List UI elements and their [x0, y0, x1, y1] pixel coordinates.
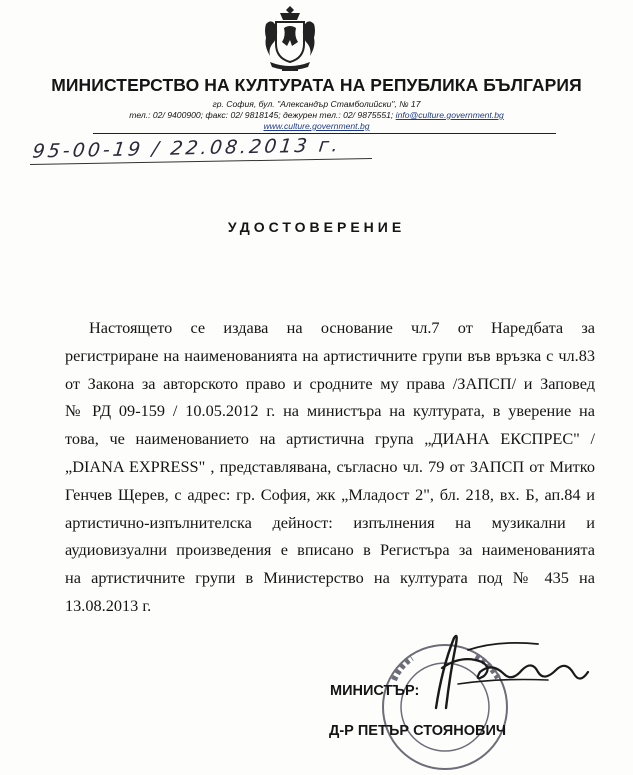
email-link[interactable]: info@culture.government.bg [395, 110, 504, 120]
body-line: Настоящето се издава на основание чл.7 от Наредбата за [89, 318, 595, 337]
document-heading: УДОСТОВЕРЕНИЕ [227, 219, 406, 235]
body-line: аудиовизуални произведения е вписано в Регистъра за наименованията [65, 540, 595, 560]
signature-icon [408, 628, 616, 716]
phone-fax-text: тел.: 02/ 9400900; факс: 02/ 9818145; дежурен тел.: 02/ 9875551; [129, 110, 394, 120]
signatory-name: Д-Р ПЕТЪР СТОЯНОВИЧ [329, 723, 507, 739]
body-line: на артистичните групи в Министерство на културата под № 435 на [65, 568, 595, 588]
coat-of-arms-icon [262, 4, 318, 72]
body-line: артистично-изпълнителска дейност: изпълнения на музикални и [65, 512, 595, 532]
handwritten-registration-number: 95-00-19 / 22.08.2013 г. [31, 134, 343, 163]
ministry-address: гр. София, бул. "Александър Стамболийски", № 17 [212, 99, 421, 109]
body-line: Генчев Щерев, с адрес: гр. София, жк „Младост 2", бл. 218, вх. Б, ап.84 и [65, 484, 595, 504]
body-line: „DIANA EXPRESS" , представлявана, съгласно чл. 79 от ЗАПСП от Митко [65, 456, 595, 476]
body-line: регистриране на наименованията на артистичните групи във връзка с чл.83 [65, 345, 595, 365]
body-line: № РД 09-159 / 10.05.2012 г. на министъра на културата, в уверение на [65, 401, 595, 421]
signatory-title: МИНИСТЪР: [330, 683, 420, 699]
document-body [65, 318, 595, 624]
ministry-contacts [0, 110, 633, 120]
body-line: от Закона за авторското право и сродните му права /ЗАПСП/ и Заповед [65, 373, 595, 393]
ministry-title: МИНИСТЕРСТВО НА КУЛТУРАТА НА РЕПУБЛИКА БЪЛГАРИЯ [51, 75, 582, 95]
body-line: 13.08.2013 г. [65, 595, 152, 615]
website-link[interactable]: www.culture.government.bg [263, 121, 370, 131]
body-line: това, че наименованието на артистична група „ДИАНА ЕКСПРЕС" / [65, 429, 595, 449]
